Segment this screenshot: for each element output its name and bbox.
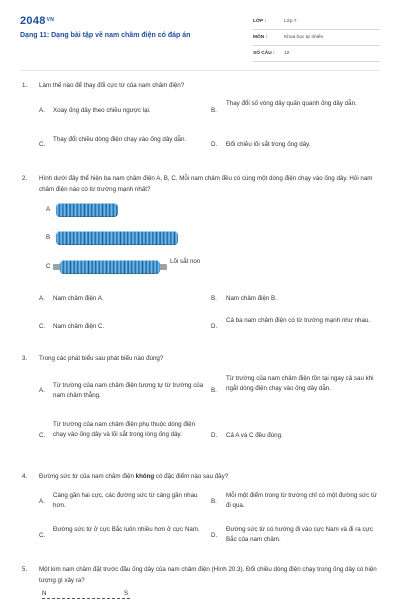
option-letter[interactable]: A. [39, 498, 45, 505]
question-text: Hình dưới đây thể hiện ba nam châm điện A, B, C. Mỗi nam châm đều có cùng một dòng điện chạy vào ống dây. Hỏi nam châm điện nào có từ trường mạnh nhất? [39, 175, 373, 193]
figure-label-b: B [46, 234, 51, 241]
option-letter[interactable]: C. [39, 532, 46, 539]
meta-value: Khoa học tự nhiên [284, 35, 324, 40]
question-text-part: có đặc điểm nào sau đây? [154, 473, 229, 480]
question-number: 1. [22, 82, 28, 89]
option-c-text[interactable]: Đường sức từ ở cực Bắc luôn nhiều hơn ở cực Nam. [53, 526, 200, 533]
option-letter[interactable]: A. [39, 295, 45, 302]
question-number: 5. [22, 566, 28, 573]
south-pole-label: S [124, 590, 129, 597]
coil-c [60, 260, 160, 274]
option-letter[interactable]: B. [211, 387, 217, 394]
compass-needle [42, 598, 130, 599]
option-letter[interactable]: A. [39, 387, 45, 394]
question-number: 3. [22, 355, 28, 362]
iron-core-label: Lõi sắt non [170, 258, 201, 265]
option-letter[interactable]: C. [39, 323, 46, 330]
header-divider [20, 70, 380, 71]
question-text-part: Đường sức từ của nam châm điện [39, 473, 136, 480]
option-a-text[interactable]: Nam châm điện A. [53, 295, 104, 302]
coil-a [56, 203, 118, 217]
option-b-text[interactable]: Thay đổi số vòng dây quấn quanh ống dây dẫn. [226, 100, 357, 107]
option-a-text[interactable]: Xoay ống dây theo chiều ngược lại. [53, 107, 151, 114]
option-letter[interactable]: C. [39, 141, 46, 148]
page-header [0, 0, 400, 70]
option-d-text[interactable]: Cả A và C đều đúng. [226, 432, 283, 439]
figure-label-a: A [46, 206, 51, 213]
coil-b [56, 231, 178, 245]
question-number: 2. [22, 175, 28, 182]
option-b-text[interactable]: Từ trường của nam châm điện tồn tại ngay cả sau khi ngắt dòng điện chạy vào ống dây dẫn. [226, 375, 374, 392]
meta-row-grade [253, 14, 380, 30]
meta-row-count [253, 46, 380, 62]
option-letter[interactable]: D. [211, 141, 218, 148]
option-c-text[interactable]: Nam châm điện C. [53, 323, 105, 330]
north-pole-label: N [42, 590, 47, 597]
meta-label: LỚP : [253, 19, 267, 24]
figure-label-c: C [46, 263, 51, 270]
question-text: Trong các phát biểu sau phát biểu nào đúng? [39, 355, 164, 362]
meta-label: SỐ CÂU : [253, 51, 275, 56]
option-letter[interactable]: B. [211, 498, 217, 505]
option-d-text[interactable]: Đường sức từ có hướng đi vào cực Nam và đi ra cực Bắc của nam châm. [226, 526, 373, 543]
question-text [39, 472, 379, 483]
question-text: Một kim nam châm đặt trước đầu ống dây của nam châm điện (Hình 20.3). Đổi chiều dòng điện chạy trong ống dây có hiện tượng gì xảy ra? [39, 566, 377, 584]
option-c-text[interactable]: Thay đổi chiều dòng điện chạy vào ống dây dẫn. [53, 136, 187, 143]
option-b-text[interactable]: Nam châm điện B. [226, 295, 277, 302]
meta-value: 12 [284, 51, 290, 56]
logo-text: 2048 [20, 15, 46, 27]
option-letter[interactable]: D. [211, 532, 218, 539]
site-logo[interactable] [20, 15, 54, 27]
option-letter[interactable]: A. [39, 107, 45, 114]
question-number: 4. [22, 473, 28, 480]
option-a-text[interactable]: Từ trường của nam châm điện tương tự từ trường của nam châm thẳng. [53, 382, 204, 399]
page-title: Dạng 11: Dạng bài tập về nam châm điện có đáp án [20, 32, 191, 39]
meta-label: MÔN : [253, 35, 268, 40]
logo-suffix: VN [46, 17, 55, 23]
meta-table [253, 14, 380, 62]
option-letter[interactable]: B. [211, 107, 217, 114]
option-letter[interactable]: B. [211, 295, 217, 302]
option-letter[interactable]: D. [211, 432, 218, 439]
option-b-text[interactable]: Mỗi một điểm trong từ trường chỉ có một đường sức từ đi qua. [226, 492, 377, 509]
option-a-text[interactable]: Càng gần hai cực, các đường sức từ càng gần nhau hơn. [53, 492, 198, 509]
question-text: Làm thế nào để thay đổi cực từ của nam châm điện? [39, 82, 185, 89]
meta-value: Lớp 7 [284, 19, 297, 24]
option-d-text[interactable]: Đổi chiều lõi sắt trong ống dây. [226, 141, 311, 148]
option-letter[interactable]: C. [39, 432, 46, 439]
option-d-text[interactable]: Cả ba nam châm điện có từ trường mạnh như nhau. [226, 317, 371, 324]
meta-row-subject [253, 30, 380, 46]
emphasis-word: không [135, 473, 155, 480]
option-c-text[interactable]: Từ trường của nam châm điện phụ thuộc dòng điện chạy vào ống dây và lõi sắt trong lòng ống dây. [53, 421, 196, 438]
option-letter[interactable]: D. [211, 323, 218, 330]
